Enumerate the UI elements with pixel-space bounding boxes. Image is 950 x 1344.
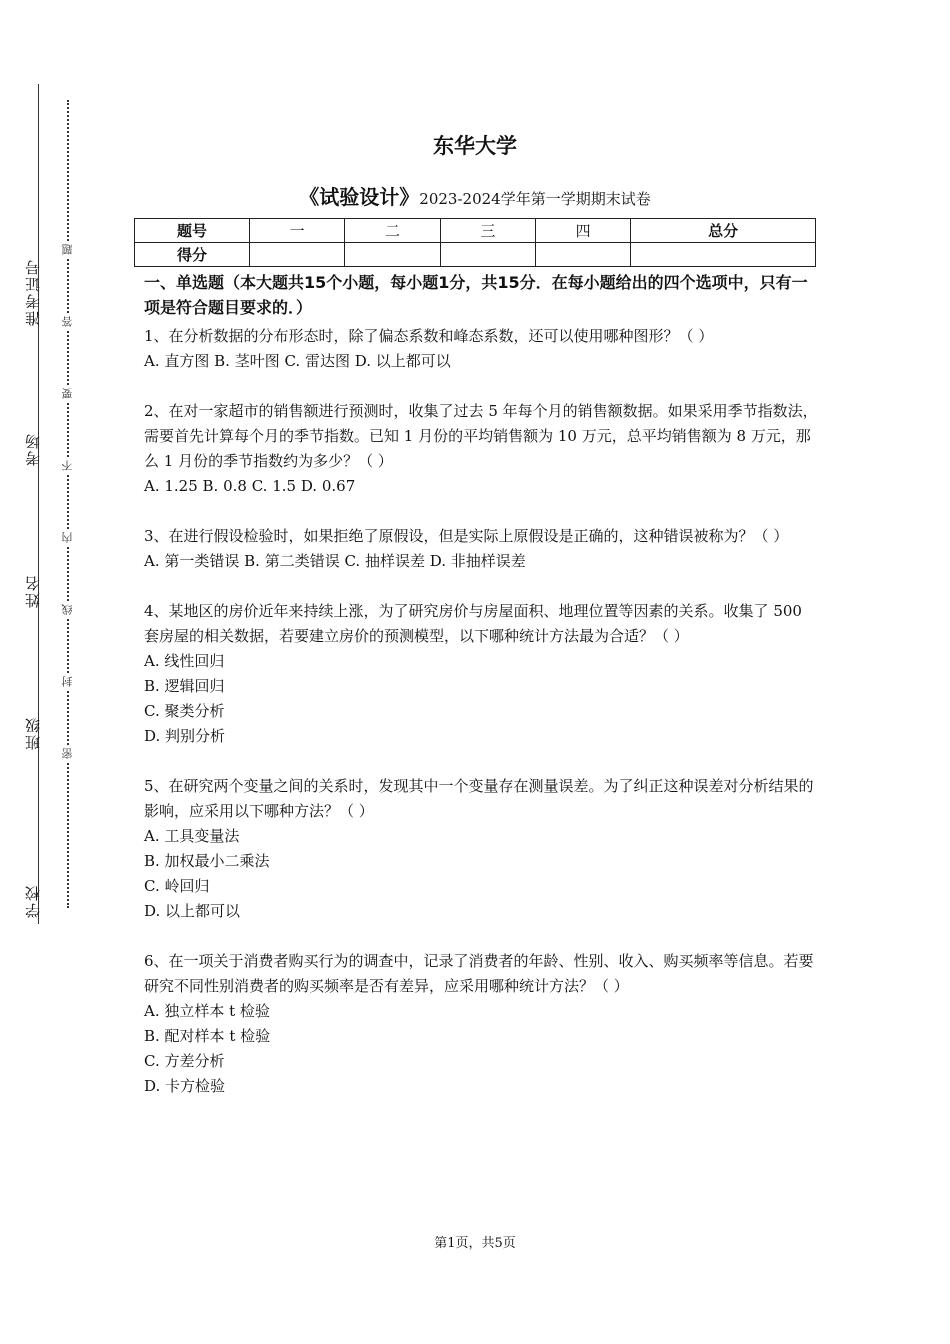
section-heading: 一、单选题（本大题共15个小题，每小题1分，共15分．在每小题给出的四个选项中，只有一项是符合题目要求的．）	[144, 273, 808, 317]
question-options: A. 第一类错误 B. 第二类错误 C. 抽样误差 D. 非抽样误差	[144, 552, 526, 570]
binding-solid-line	[38, 84, 39, 924]
course-name: 《试验设计》	[299, 185, 420, 209]
score-entry-cell[interactable]	[535, 243, 630, 267]
seal-char: 答	[60, 314, 76, 330]
question-stem: 4、某地区的房价近年来持续上涨，为了研究房价与房屋面积、地理位置等因素的关系。收集了 500 套房屋的相关数据，若要建立房价的预测模型，以下哪种统计方法最为合适？（ ）	[144, 602, 802, 645]
university-title: 东华大学	[433, 134, 517, 158]
table-cell: 总分	[631, 219, 816, 243]
option: D. 卡方检验	[144, 1077, 226, 1095]
option: A. 工具变量法	[144, 827, 240, 845]
school-label: 学校	[24, 884, 42, 918]
question-3	[144, 524, 820, 574]
option: C. 岭回归	[144, 877, 210, 895]
score-table	[134, 218, 816, 267]
question-stem: 6、在一项关于消费者购买行为的调查中，记录了消费者的年龄、性别、收入、购买频率等信息。若要研究不同性别消费者的购买频率是否有差异，应采用哪种统计方法？（ ）	[144, 952, 814, 995]
option: B. 配对样本 t 检验	[144, 1027, 271, 1045]
question-options: A. 1.25 B. 0.8 C. 1.5 D. 0.67	[144, 477, 356, 495]
seal-char: 密	[60, 746, 76, 762]
seal-char: 内	[60, 530, 76, 546]
school-field	[22, 884, 42, 918]
seal-char: 不	[60, 458, 76, 474]
exam-room-label: 考场	[24, 432, 42, 466]
option: C. 方差分析	[144, 1052, 225, 1070]
exam-title	[0, 181, 950, 210]
question-stem: 3、在进行假设检验时，如果拒绝了原假设，但是实际上原假设是正确的，这种错误被称为？（ ）	[144, 527, 789, 545]
class-field	[22, 716, 42, 750]
question-options: A. 直方图 B. 茎叶图 C. 雷达图 D. 以上都可以	[144, 352, 451, 370]
name-label: 姓名	[24, 574, 42, 608]
exam-id-label: 准考证号	[24, 258, 42, 326]
question-6	[144, 949, 820, 1099]
question-1	[144, 324, 820, 374]
exam-room-field	[22, 432, 42, 466]
score-entry-cell[interactable]	[440, 243, 535, 267]
score-entry-cell[interactable]	[631, 243, 816, 267]
option: A. 线性回归	[144, 652, 225, 670]
page-footer: 第1页，共5页	[434, 1236, 516, 1251]
score-table-score-row	[135, 243, 816, 267]
table-cell: 一	[250, 219, 345, 243]
seal-char: 线	[60, 602, 76, 618]
table-cell: 二	[345, 219, 440, 243]
option: D. 以上都可以	[144, 902, 241, 920]
table-cell: 三	[440, 219, 535, 243]
question-stem: 1、在分析数据的分布形态时，除了偏态系数和峰态系数，还可以使用哪种图形？（ ）	[144, 327, 714, 345]
name-field	[22, 574, 42, 608]
option: B. 逻辑回归	[144, 677, 225, 695]
exam-term: 2023-2024学年第一学期期末试卷	[419, 190, 651, 208]
score-table-header-row	[135, 219, 816, 243]
option: C. 聚类分析	[144, 702, 225, 720]
question-5	[144, 774, 820, 924]
table-cell: 得分	[135, 243, 250, 267]
class-label: 班级	[24, 716, 42, 750]
binding-dotted-line	[67, 100, 69, 908]
question-4	[144, 599, 820, 749]
question-stem: 2、在对一家超市的销售额进行预测时，收集了过去 5 年每个月的销售额数据。如果采用季节指数法，需要首先计算每个月的季节指数。已知 1 月份的平均销售额为 10 万元，总平均销售额为 8 万元，那么 1 月份的季节指数约为多少？（ ）	[144, 402, 818, 470]
option: D. 判别分析	[144, 727, 226, 745]
question-2	[144, 399, 820, 499]
question-content	[144, 270, 820, 1099]
score-entry-cell[interactable]	[345, 243, 440, 267]
table-cell: 四	[535, 219, 630, 243]
table-cell: 题号	[135, 219, 250, 243]
option: B. 加权最小二乘法	[144, 852, 270, 870]
exam-id-field	[22, 258, 42, 326]
seal-char: 题	[60, 242, 76, 258]
option: A. 独立样本 t 检验	[144, 1002, 270, 1020]
seal-char: 封	[60, 674, 76, 690]
question-stem: 5、在研究两个变量之间的关系时，发现其中一个变量存在测量误差。为了纠正这种误差对分析结果的影响，应采用以下哪种方法？（ ）	[144, 777, 814, 820]
seal-char: 要	[60, 386, 76, 402]
score-entry-cell[interactable]	[250, 243, 345, 267]
